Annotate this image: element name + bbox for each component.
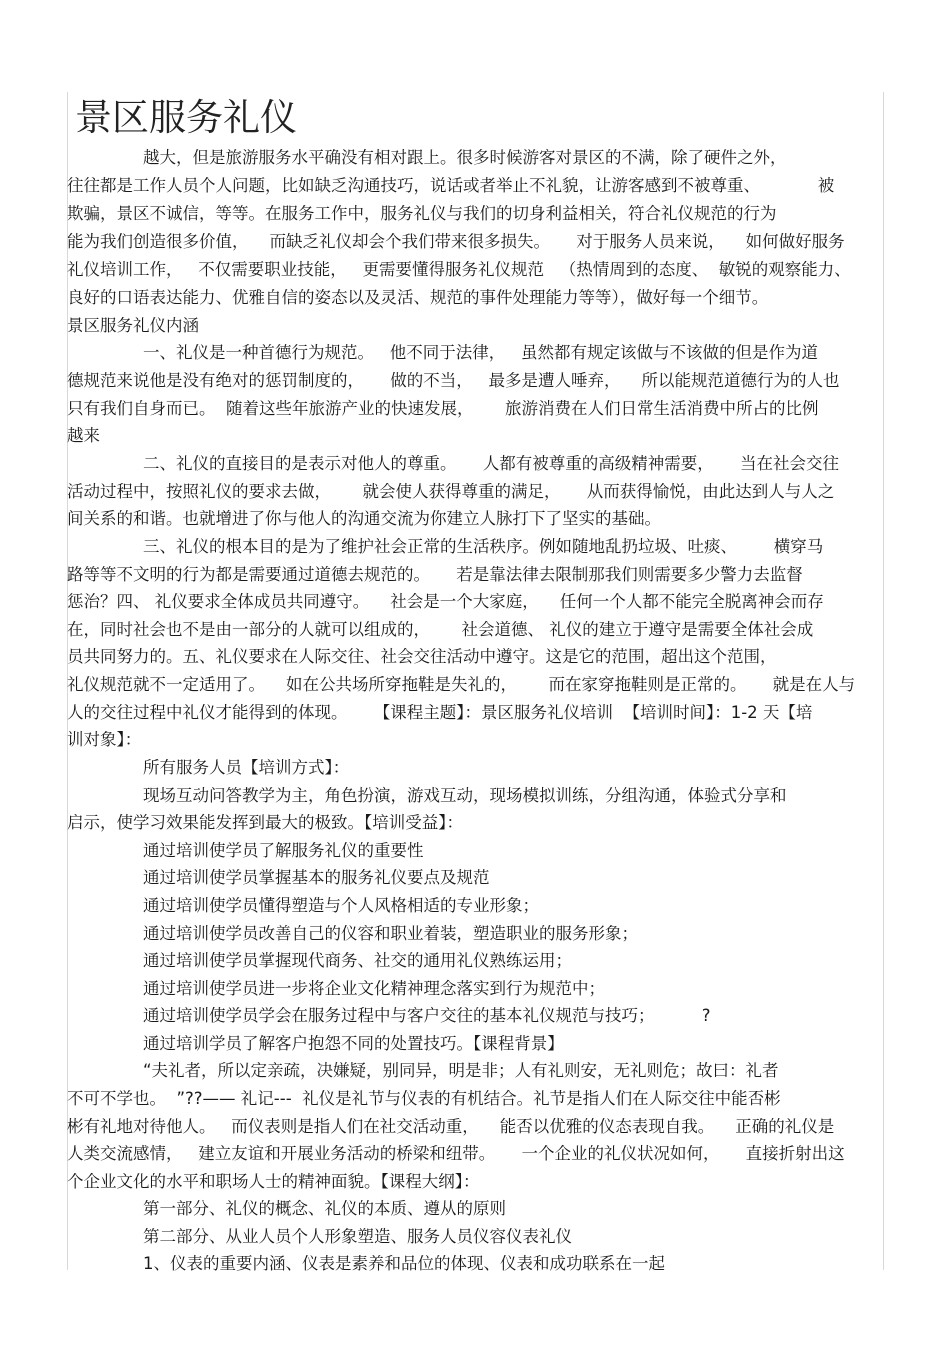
body-text-line: 良好的口语表达能力、优雅自信的姿态以及灵活、规范的事件处理能力等等），做好每一个细节。 [67,288,769,307]
body-text-line: 德规范来说他是没有绝对的惩罚制度的， 做的不当， 最多是遭人唾弃， 所以能规范道德行为的人也 [67,371,840,390]
body-text-line: 惩治？四、 礼仪要求全体成员共同遵守。 社会是一个大家庭， 任何一个人都不能完全脱离神会而存 [67,592,824,611]
body-text-line: 间关系的和谐。也就增进了你与他人的沟通交流为你建立人脉打下了坚实的基础。 [67,509,661,528]
body-text-line: 通过培训使学员进一步将企业文化精神理念落实到行为规范中； [143,979,605,998]
body-text-line: 能为我们创造很多价值， 而缺乏礼仪却会个我们带来很多损失。 对于服务人员来说， 如何做好服务 [67,232,845,251]
body-text-line: 欺骗，景区不诚信，等等。在服务工作中，服务礼仪与我们的切身利益相关，符合礼仪规范的行为 [67,204,777,223]
body-text-line: 活动过程中，按照礼仪的要求去做， 就会使人获得尊重的满足， 从而获得愉悦，由此达到人与人之 [67,482,835,501]
body-text-line: 通过培训使学员懂得塑造与个人风格相适的专业形象； [143,896,539,915]
body-text-line: 越大，但是旅游服务水平确没有相对跟上。很多时候游客对景区的不满，除了硬件之外， [143,148,787,167]
body-text-line: 景区服务礼仪内涵 [67,316,199,335]
body-text-line: 所有服务人员【培训方式】： [143,758,350,777]
body-text-line: 礼仪规范就不一定适用了。 如在公共场所穿拖鞋是失礼的， 而在家穿拖鞋则是正常的。 就是在人与 [67,675,856,694]
body-text-line: 往往都是工作人员个人问题，比如缺乏沟通技巧，说话或者举止不礼貌，让游客感到不被尊重、 被 [67,176,835,195]
body-text-line: 彬有礼地对待他人。 而仪表则是指人们在社交活动重， 能否以优雅的仪态表现自我。 正确的礼仪是 [67,1117,835,1136]
right-margin-rule [883,92,884,1270]
body-text-line: 越来 [67,426,100,445]
body-text-line: 通过培训使学员学会在服务过程中与客户交往的基本礼仪规范与技巧； ? [143,1006,711,1025]
body-text-line: 现场互动问答教学为主，角色扮演，游戏互动，现场模拟训练，分组沟通，体验式分享和 [143,786,787,805]
body-text-line: 通过培训使学员掌握基本的服务礼仪要点及规范 [143,868,490,887]
body-text-line: 通过培训使学员了解服务礼仪的重要性 [143,841,424,860]
body-text-line: 1、仪表的重要内涵、仪表是素养和品位的体现、仪表和成功联系在一起 [143,1254,665,1273]
body-text-line: 通过培训学员了解客户抱怨不同的处置技巧。【课程背景】 [143,1034,564,1053]
body-text-line: 通过培训使学员掌握现代商务、社交的通用礼仪熟练运用； [143,951,572,970]
body-text-line: 训对象】： [67,730,142,749]
body-text-line: 通过培训使学员改善自己的仪容和职业着装，塑造职业的服务形象； [143,924,638,943]
body-text-line: 第二部分、从业人员个人形象塑造、服务人员仪容仪表礼仪 [143,1227,572,1246]
body-text-line: 不可不学也。 ”??—— 礼记--- 礼仪是礼节与仪表的有机结合。礼节是指人们在人际交往中能否彬 [67,1089,781,1108]
body-text-line: 启示，使学习效果能发挥到最大的极致。【培训受益】： [67,813,463,832]
body-text-line: 人的交往过程中礼仪才能得到的体现。 【课程主题】：景区服务礼仪培训 【培训时间】：1-2 天【培 [67,703,813,722]
body-text-line: 路等等不文明的行为都是需要通过道德去规范的。 若是靠法律去限制那我们则需要多少警力去监督 [67,565,803,584]
body-text-line: 礼仪培训工作， 不仅需要职业技能， 更需要懂得服务礼仪规范 （热情周到的态度、 敏锐的观察能力、 [67,260,851,279]
body-text-line: 一、礼仪是一种首德行为规范。 他不同于法律， 虽然都有规定该做与不该做的但是作为道 [143,343,818,362]
body-text-line: 人类交流感情， 建立友谊和开展业务活动的桥梁和纽带。 一个企业的礼仪状况如何， 直接折射出这 [67,1144,845,1163]
body-text-line: 二、礼仪的直接目的是表示对他人的尊重。 人都有被尊重的高级精神需要， 当在社会交往 [143,454,839,473]
body-text-line: 个企业文化的水平和职场人士的精神面貌。【课程大纲】： [67,1172,480,1191]
document-title: 景区服务礼仪 [75,96,297,139]
body-text-line: 员共同努力的。五、礼仪要求在人际交往、社会交往活动中遵守。这是它的范围，超出这个范围， [67,647,777,666]
body-text-line: 三、礼仪的根本目的是为了维护社会正常的生活秩序。例如随地乱扔垃圾、吐痰、 横穿马 [143,537,824,556]
body-text-line: 只有我们自身而已。 随着这些年旅游产业的快速发展， 旅游消费在人们日常生活消费中所占的比例 [67,399,819,418]
body-text-line: 第一部分、礼仪的概念、礼仪的本质、遵从的原则 [143,1199,506,1218]
body-text-line: “夫礼者，所以定亲疏，决嫌疑，别同异，明是非；人有礼则安，无礼则危；故曰：礼者 [143,1061,779,1080]
body-text-line: 在，同时社会也不是由一部分的人就可以组成的， 社会道德、 礼仪的建立于遵守是需要全体社会成 [67,620,814,639]
